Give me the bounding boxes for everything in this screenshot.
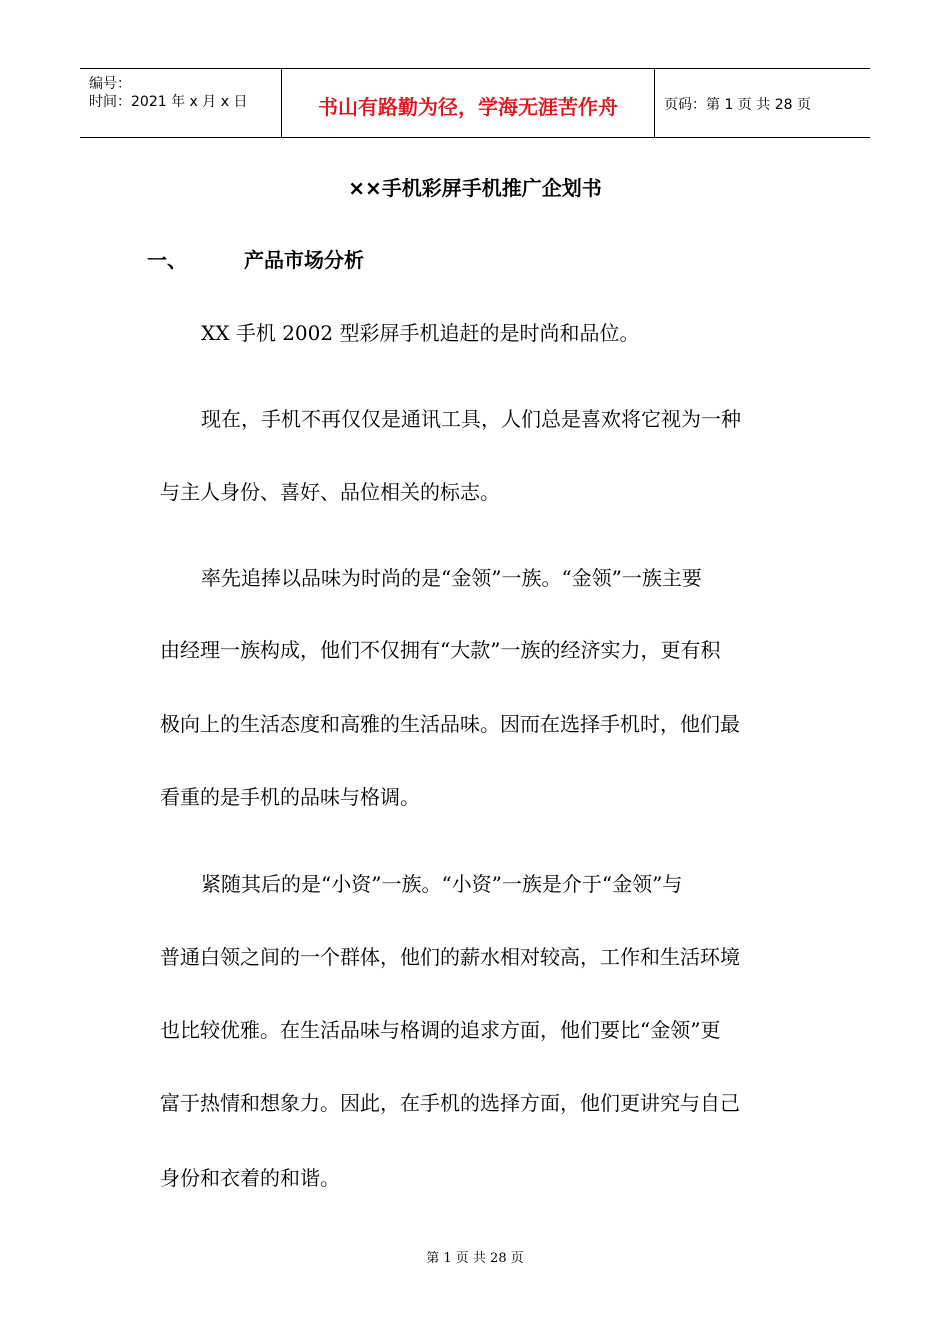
page-footer: 第 1 页 共 28 页 <box>426 1251 524 1266</box>
document-title: ××手机彩屏手机推广企划书 <box>348 176 602 200</box>
paragraph-line: 极向上的生活态度和高雅的生活品味。因而在选择手机时，他们最 <box>160 712 740 736</box>
paragraph-line: 身份和衣着的和谐。 <box>160 1166 340 1190</box>
date-label: 时间：2021 年 x 月 x 日 <box>89 94 248 110</box>
page-info: 页码：第 1 页 共 28 页 <box>664 97 811 113</box>
header-right-cell <box>654 69 870 137</box>
section-number: 一、 <box>147 248 187 272</box>
paragraph-line: 率先追捧以品味为时尚的是“金领”一族。“金领”一族主要 <box>201 566 702 590</box>
motto: 书山有路勤为径，学海无涯苦作舟 <box>318 95 618 119</box>
paragraph-line: 现在，手机不再仅仅是通讯工具，人们总是喜欢将它视为一种 <box>201 407 741 431</box>
header-left-cell <box>80 69 280 137</box>
paragraph-line: 看重的是手机的品味与格调。 <box>160 785 420 809</box>
paragraph-line: 也比较优雅。在生活品味与格调的追求方面，他们要比“金领”更 <box>160 1018 721 1042</box>
paragraph-line: 普通白领之间的一个群体，他们的薪水相对较高，工作和生活环境 <box>160 945 740 969</box>
paragraph-line: 富于热情和想象力。因此，在手机的选择方面，他们更讲究与自己 <box>160 1091 740 1115</box>
section-title: 产品市场分析 <box>244 248 364 272</box>
number-label: 编号： <box>89 76 131 92</box>
paragraph-line: 由经理一族构成，他们不仅拥有“大款”一族的经济实力，更有积 <box>160 638 721 662</box>
header-middle-cell <box>281 69 655 137</box>
header-table <box>80 68 870 138</box>
paragraph-line: XX 手机 2002 型彩屏手机追赶的是时尚和品位。 <box>201 321 640 345</box>
paragraph-line: 与主人身份、喜好、品位相关的标志。 <box>160 480 500 504</box>
paragraph-line: 紧随其后的是“小资”一族。“小资”一族是介于“金领”与 <box>201 872 683 896</box>
